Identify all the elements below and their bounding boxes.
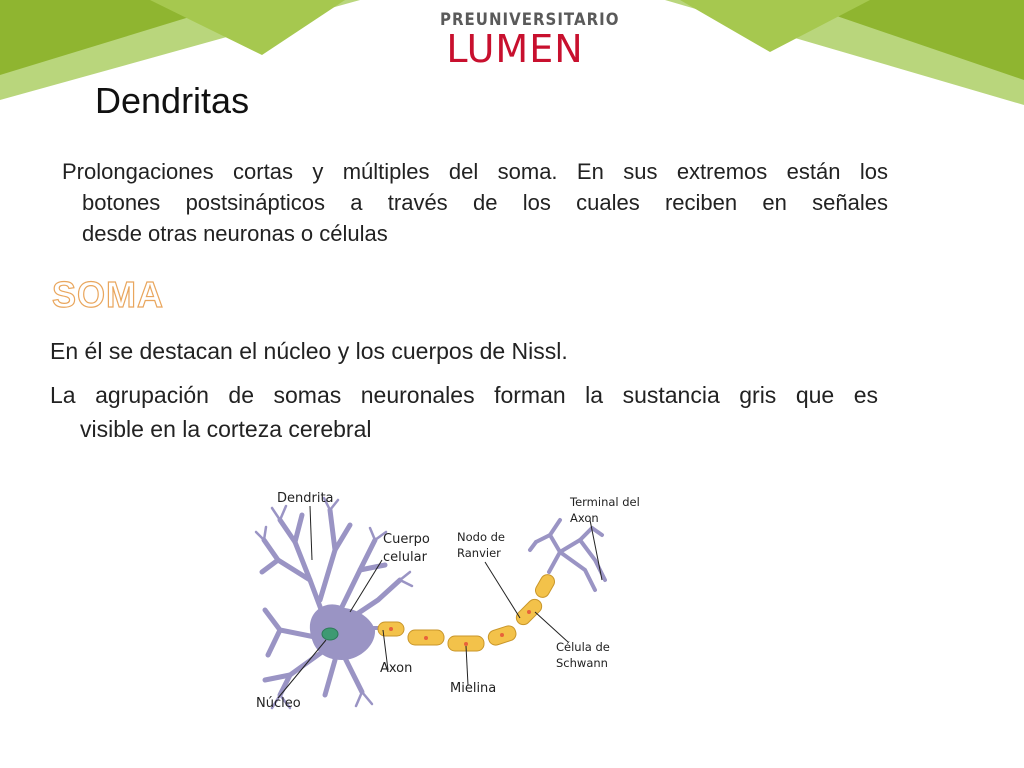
dendritas-line-2: botones postsinápticos a través de los cuales reciben en señales <box>82 190 888 215</box>
lumen-logo <box>440 8 620 71</box>
dendritas-line-1: Prolongaciones cortas y múltiples del soma. En sus extremos están los <box>62 159 888 184</box>
leader-lines <box>278 506 602 698</box>
soma-heading: SOMA <box>52 274 164 315</box>
label-mielina: Mielina <box>450 681 497 696</box>
label-cuerpo-celular-1: Cuerpo <box>383 532 430 547</box>
logo-wordmark: LUMEN <box>446 27 584 71</box>
nucleus <box>322 628 338 640</box>
page-title: Dendritas <box>95 80 250 121</box>
neuron-diagram <box>250 480 670 720</box>
soma-paragraph-2-line-1: La agrupación de somas neuronales forman la sustancia gris que es <box>50 382 878 408</box>
label-celula-schwann-1: Célula de <box>556 640 610 654</box>
label-nucleo: Núcleo <box>256 696 301 711</box>
soma-paragraph-2 <box>50 378 878 446</box>
cell-body <box>310 604 375 660</box>
soma-paragraph-2-line-2: visible en la corteza cerebral <box>80 416 372 442</box>
label-dendrita: Dendrita <box>277 491 334 506</box>
label-nodo-ranvier-1: Nodo de <box>457 530 506 544</box>
label-terminal-axon-2: Axon <box>570 511 599 525</box>
dendritas-description <box>62 156 888 249</box>
soma-paragraph-1: En él se destacan el núcleo y los cuerpos de Nissl. <box>50 338 568 364</box>
label-celula-schwann-2: Schwann <box>556 656 608 670</box>
label-axon: Axon <box>380 661 413 676</box>
label-cuerpo-celular-2: celular <box>383 550 427 565</box>
logo-subtitle: PREUNIVERSITARIO <box>440 8 620 30</box>
label-terminal-axon-1: Terminal del <box>570 495 640 509</box>
label-nodo-ranvier-2: Ranvier <box>457 546 501 560</box>
dendritas-line-3: desde otras neuronas o células <box>82 221 388 246</box>
